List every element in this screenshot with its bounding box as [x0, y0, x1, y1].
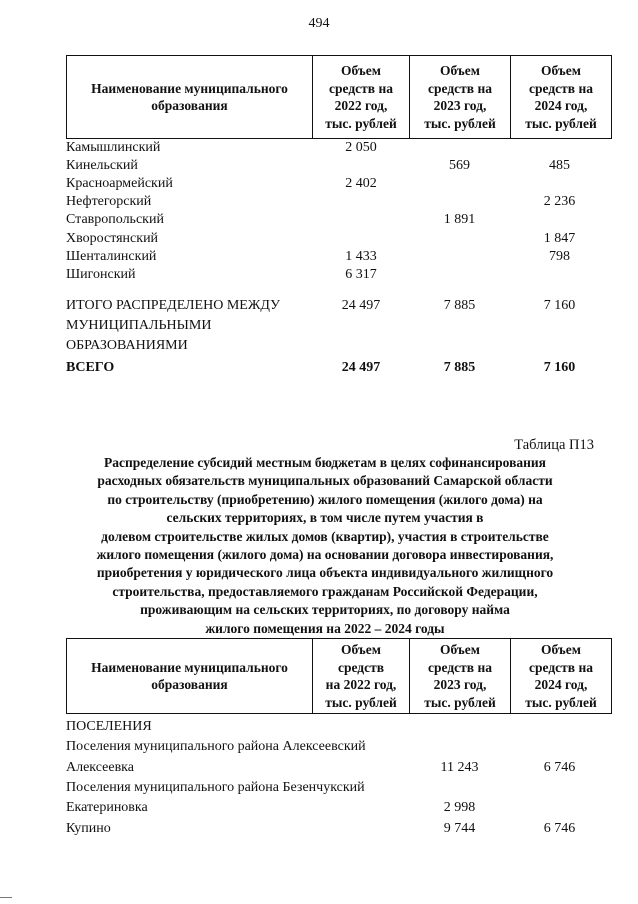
- table1-header-2022: Объем средств на 2022 год, тыс. рублей: [313, 56, 410, 139]
- table1-header-2023: Объем средств на 2023 год, тыс. рублей: [410, 56, 511, 139]
- itogo-row-line2: МУНИЦИПАЛЬНЫМИ: [66, 318, 212, 333]
- table-row: Купино 9 744 6 746: [66, 821, 576, 836]
- itogo-row-line3: ОБРАЗОВАНИЯМИ: [66, 338, 188, 353]
- table2-header: [66, 638, 612, 714]
- table2-header-2024: Объем средств на 2024 год, тыс. рублей: [511, 639, 612, 714]
- table1-header-name: Наименование муниципального образования: [67, 56, 313, 139]
- table2-header-2022: Объем средств на 2022 год, тыс. рублей: [313, 639, 410, 714]
- table-row: Камышлинский 2 050: [66, 140, 377, 155]
- scan-edge-mark: [0, 897, 12, 898]
- total-row: ВСЕГО 24 497 7 885 7 160: [66, 360, 576, 375]
- table-row: Екатериновка 2 998: [66, 800, 476, 815]
- group-row: Поселения муниципального района Алексеевский: [66, 739, 366, 754]
- table-row: Ставропольский 1 891: [66, 212, 476, 227]
- table-label: Таблица П13: [514, 437, 594, 453]
- table1-header-2024: Объем средств на 2024 год, тыс. рублей: [511, 56, 612, 139]
- itogo-row: ИТОГО РАСПРЕДЕЛЕНО МЕЖДУ 24 497 7 885 7 160: [66, 298, 576, 313]
- table-row: Кинельский 569 485: [66, 158, 570, 173]
- table-row: Красноармейский 2 402: [66, 176, 377, 191]
- table-title: Распределение субсидий местным бюджетам в целях софинансирования расходных обязательств муниципальных образований Самарской области по строительству (приобретению) жилого помещения (жилого дома) на сельских территориях, в том числе путем участия в долевом строительстве жилых домов (квартир), участия в строительстве жилого помещения (жилого дома) на основании договора инвестирования, приобретения у юридического лица объекта индивидуального жилищного строительства, предоставляемого гражданам Российской Федерации, проживающим на сельских территориях, по договору найма жилого помещения на 2022 – 2024 годы: [96, 455, 554, 636]
- section-row: ПОСЕЛЕНИЯ: [66, 719, 152, 734]
- table2-header-name: Наименование муниципального образования: [67, 639, 313, 714]
- table-row: Шигонский 6 317: [66, 267, 377, 282]
- table1-header: [66, 55, 612, 139]
- page-number: 494: [308, 16, 330, 31]
- group-row: Поселения муниципального района Безенчукский: [66, 780, 365, 795]
- table-row: Алексеевка 11 243 6 746: [66, 760, 576, 775]
- table-row: Хворостянский 1 847: [66, 231, 576, 246]
- table-row: Шенталинский 1 433 798: [66, 249, 570, 264]
- table-row: Нефтегорский 2 236: [66, 194, 576, 209]
- table2-header-2023: Объем средств на 2023 год, тыс. рублей: [410, 639, 511, 714]
